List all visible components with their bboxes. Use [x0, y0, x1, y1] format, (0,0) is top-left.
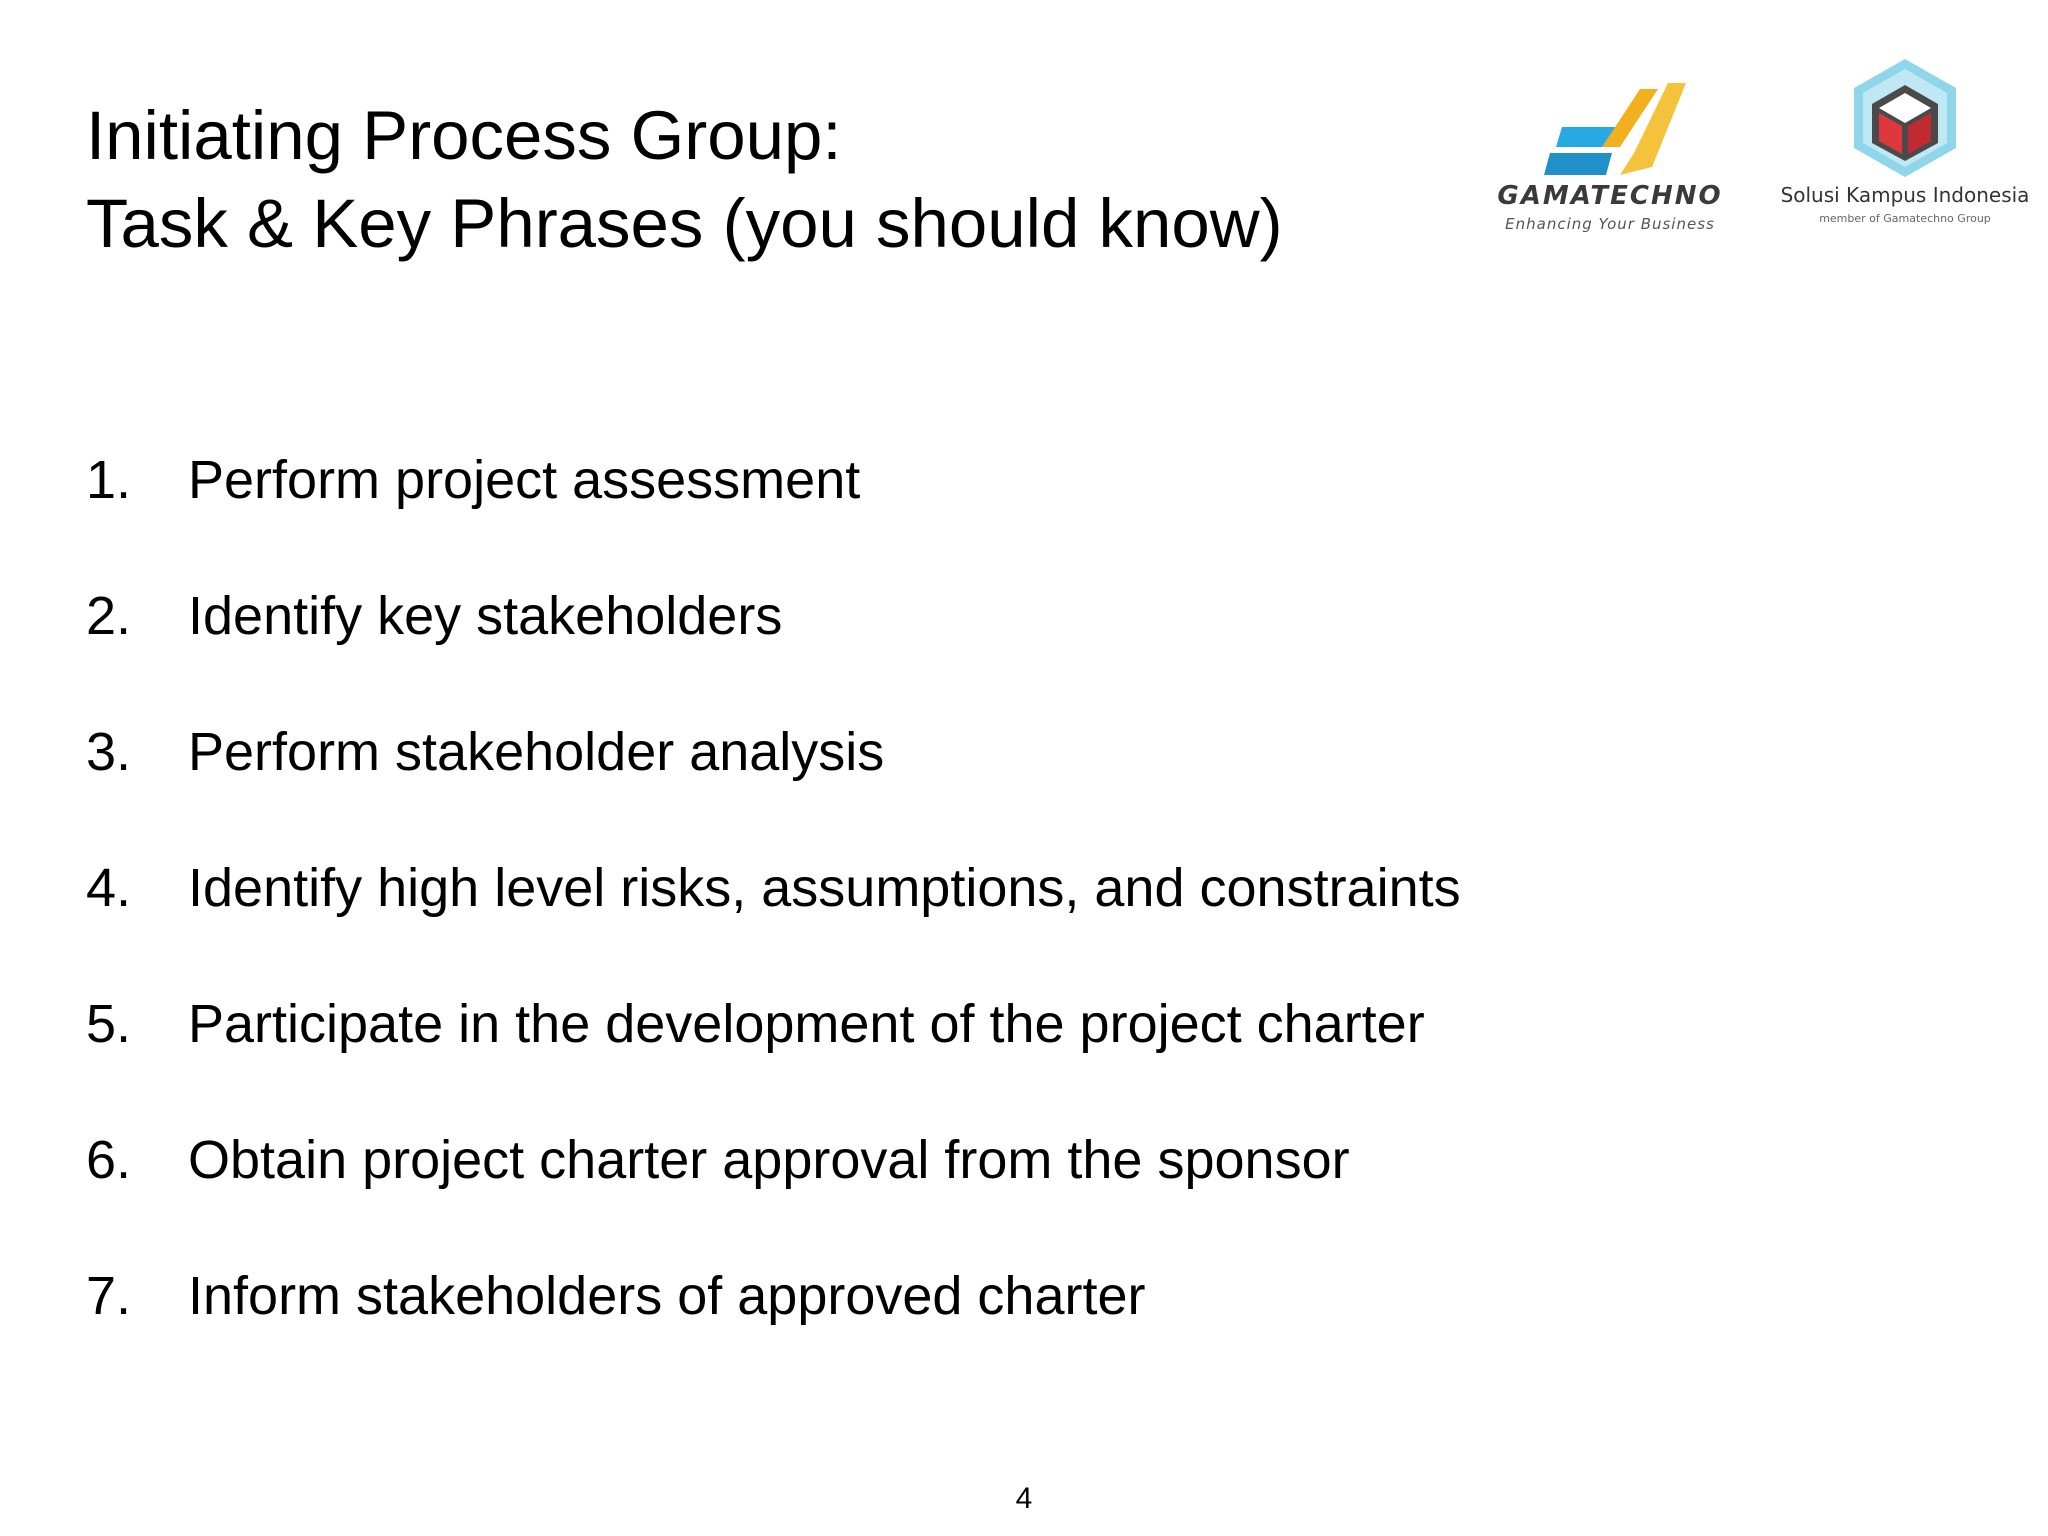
list-item: [86, 576, 1786, 712]
list-item-text: Perform stakeholder analysis: [188, 722, 885, 782]
ski-subtitle: member of Gamatechno Group: [1819, 212, 1991, 225]
gamatechno-tagline: Enhancing Your Business: [1505, 215, 1715, 233]
gamatechno-emblem-icon: [1470, 75, 1750, 185]
list-item: [86, 440, 1786, 576]
list-item: [86, 848, 1786, 984]
list-item-number: 7.: [86, 1266, 132, 1326]
ski-logo: [1780, 55, 2030, 255]
list-item-number: 1.: [86, 450, 132, 510]
gamatechno-wordmark: GAMATECHNO: [1497, 181, 1723, 211]
page-number: 4: [1015, 1482, 1033, 1515]
gamatechno-logo: [1470, 75, 1750, 275]
list-item: [86, 984, 1786, 1120]
list-item: [86, 1120, 1786, 1256]
list-item-text: Obtain project charter approval from the sponsor: [188, 1130, 1350, 1190]
list-item-text: Identify key stakeholders: [188, 586, 783, 646]
list-item: [86, 1256, 1786, 1392]
list-item-text: Identify high level risks, assumptions, and constraints: [188, 858, 1461, 918]
slide-title-line-2: Task & Key Phrases (you should know): [86, 185, 1283, 262]
ski-name: Solusi Kampus Indonesia: [1780, 183, 2030, 207]
list-item-number: 3.: [86, 722, 132, 782]
list-item-number: 2.: [86, 586, 132, 646]
list-item-text: Inform stakeholders of approved charter: [188, 1266, 1146, 1326]
slide-title-line-1: Initiating Process Group:: [86, 97, 842, 174]
list-item-text: Perform project assessment: [188, 450, 861, 510]
list-item-number: 5.: [86, 994, 132, 1054]
list-item-text: Participate in the development of the project charter: [188, 994, 1425, 1054]
slide-title: [86, 92, 1283, 268]
list-item-number: 6.: [86, 1130, 132, 1190]
logo-area: [1460, 55, 2030, 245]
list-item-number: 4.: [86, 858, 132, 918]
list-item: [86, 712, 1786, 848]
task-list: [86, 440, 1786, 1392]
ski-cube-icon: [1780, 55, 2030, 180]
